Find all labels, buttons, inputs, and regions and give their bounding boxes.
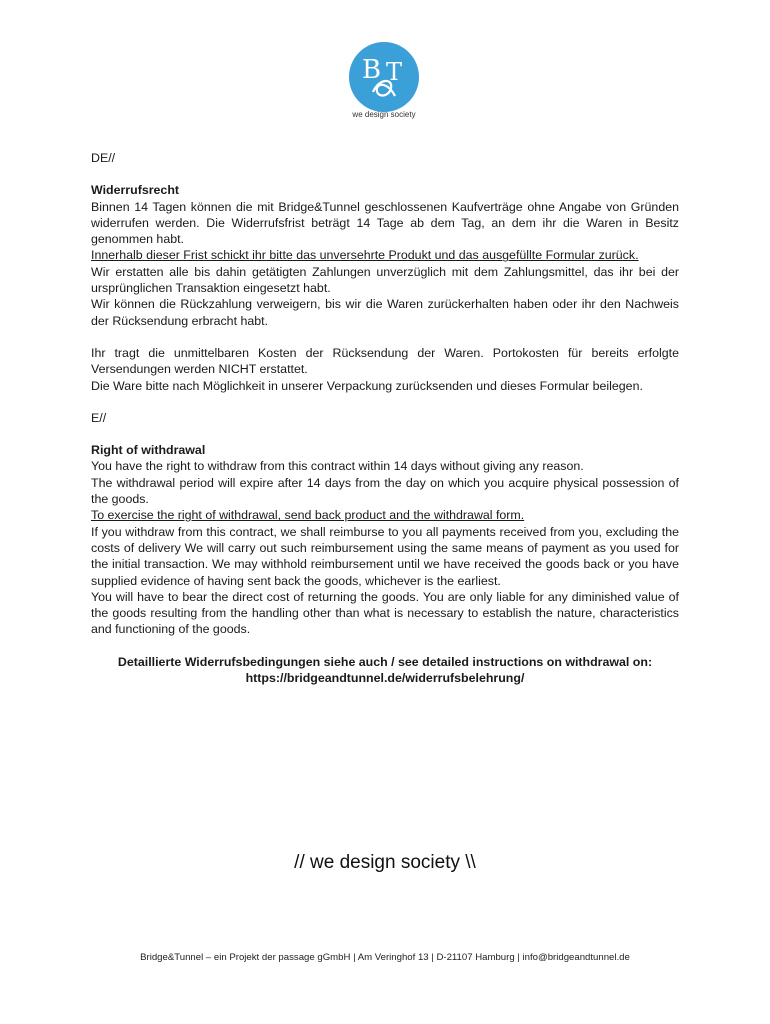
en-paragraph-5: You will have to bear the direct cost of returning the goods. You are only liable for any diminished value of the goods resulting from the handling other than what is necessary to establish the nature, characteristics and functioning of the goods. — [91, 589, 679, 637]
logo-subtitle: we design society — [352, 110, 416, 119]
details-link[interactable]: https://bridgeandtunnel.de/widerrufsbelehrung/ — [245, 671, 525, 686]
de-heading: Widerrufsrecht — [91, 183, 180, 198]
de-paragraph-5: Ihr tragt die unmittelbaren Kosten der Rücksendung der Waren. Portokosten für bereits erfolgte Versendungen werden NICHT erstattet. — [91, 345, 679, 377]
tagline: // we design society \\ — [294, 852, 476, 873]
logo-letter-b: B — [362, 55, 382, 85]
logo-mark — [349, 42, 419, 112]
logo — [349, 42, 419, 112]
en-paragraph-3: To exercise the right of withdrawal, send back product and the withdrawal form. — [91, 508, 525, 523]
logo-letter-t: T — [386, 58, 403, 86]
en-paragraph-2: The withdrawal period will expire after 14 days from the day on which you acquire physical possession of the goods. — [91, 475, 679, 507]
en-heading: Right of withdrawal — [91, 443, 206, 458]
de-paragraph-6: Die Ware bitte nach Möglichkeit in unserer Verpackung zurücksenden und dieses Formular beilegen. — [91, 378, 643, 393]
footer: Bridge&Tunnel – ein Projekt der passage gGmbH | Am Veringhof 13 | D-21107 Hamburg | info@bridgeandtunnel.de — [140, 952, 630, 963]
document-body — [91, 150, 679, 686]
en-paragraph-1: You have the right to withdraw from this contract within 14 days without giving any reason. — [91, 459, 584, 474]
en-label: E// — [91, 410, 107, 425]
de-paragraph-4: Wir können die Rückzahlung verweigern, bis wir die Waren zurückerhalten haben oder ihr den Nachweis der Rücksendung erbracht habt. — [91, 297, 679, 328]
details-line-1: Detaillierte Widerrufsbedingungen siehe auch / see detailed instructions on withdrawal on: — [117, 654, 653, 669]
de-paragraph-3: Wir erstatten alle bis dahin getätigten Zahlungen unverzüglich mit dem Zahlungsmittel, das ihr bei der ursprünglichen Transaktion eingesetzt habt. — [91, 264, 679, 296]
de-paragraph-1: Binnen 14 Tagen können die mit Bridge&Tunnel geschlossenen Kaufverträge ohne Angabe von Gründen widerrufen werden. Die Widerrufsfrist beträgt 14 Tage ab dem Tag, an dem ihr die Waren in Besitz genommen habt. — [91, 199, 679, 247]
de-paragraph-2: Innerhalb dieser Frist schickt ihr bitte das unversehrte Produkt und das ausgefüllte Formular zurück. — [91, 248, 639, 263]
en-paragraph-4: If you withdraw from this contract, we shall reimburse to you all payments received from you, excluding the costs of delivery We will carry out such reimbursement using the same means of payment as you used for the initial transaction. We may withhold reimbursement until we have received the goods back or you have supplied evidence of having sent back the goods, whichever is the earliest. — [91, 524, 679, 588]
de-label: DE// — [91, 151, 116, 165]
